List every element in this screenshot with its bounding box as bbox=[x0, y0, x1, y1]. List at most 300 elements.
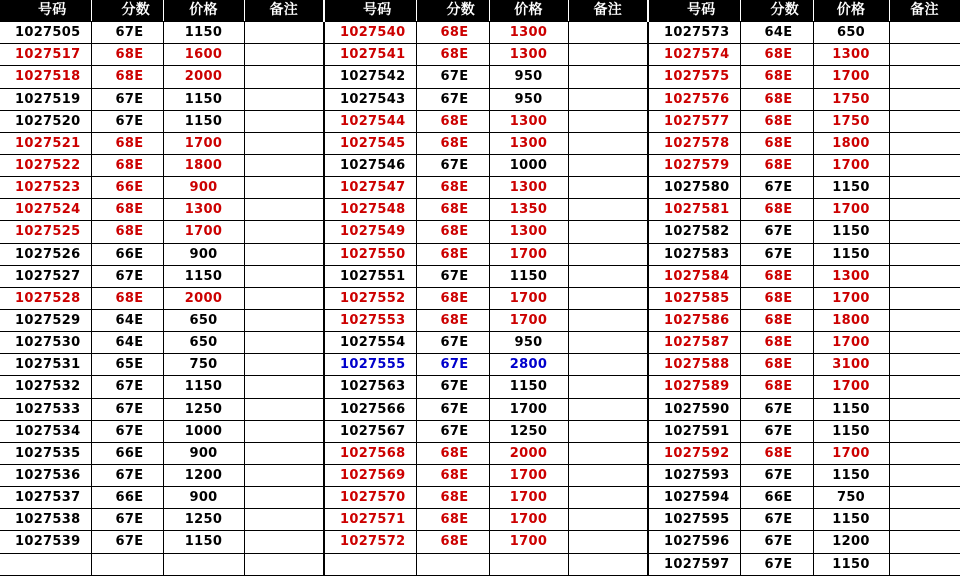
note-cell bbox=[244, 88, 324, 110]
price-cell: 2800 bbox=[489, 354, 568, 376]
number-cell: 1027588 bbox=[648, 354, 740, 376]
price-cell: 750 bbox=[163, 354, 244, 376]
price-cell: 1150 bbox=[163, 88, 244, 110]
note-cell bbox=[889, 509, 960, 531]
note-cell bbox=[244, 509, 324, 531]
grade-cell: 66E bbox=[91, 177, 163, 199]
number-cell: 1027543 bbox=[324, 88, 416, 110]
price-cell: 1250 bbox=[163, 509, 244, 531]
number-cell: 1027591 bbox=[648, 420, 740, 442]
price-cell: 1700 bbox=[489, 309, 568, 331]
note-cell bbox=[244, 464, 324, 486]
note-cell bbox=[244, 398, 324, 420]
number-cell: 1027545 bbox=[324, 132, 416, 154]
table-row bbox=[0, 420, 960, 442]
grade-cell: 67E bbox=[91, 110, 163, 132]
grade-cell: 67E bbox=[91, 22, 163, 44]
number-cell: 1027524 bbox=[0, 199, 91, 221]
grade-cell: 68E bbox=[740, 154, 813, 176]
note-cell bbox=[889, 22, 960, 44]
grade-cell: 68E bbox=[740, 309, 813, 331]
price-cell: 1250 bbox=[489, 420, 568, 442]
table-row bbox=[0, 22, 960, 44]
table-row bbox=[0, 531, 960, 553]
note-cell bbox=[568, 420, 648, 442]
grade-cell: 64E bbox=[91, 309, 163, 331]
price-cell: 1700 bbox=[489, 509, 568, 531]
grade-cell bbox=[416, 553, 489, 575]
price-cell: 1300 bbox=[489, 44, 568, 66]
price-cell: 1700 bbox=[813, 154, 889, 176]
grade-cell: 68E bbox=[416, 110, 489, 132]
price-cell: 1300 bbox=[489, 110, 568, 132]
grade-cell: 66E bbox=[91, 487, 163, 509]
grade-cell: 64E bbox=[740, 22, 813, 44]
note-cell bbox=[568, 265, 648, 287]
grade-cell: 68E bbox=[740, 132, 813, 154]
note-cell bbox=[889, 420, 960, 442]
grade-cell: 68E bbox=[416, 199, 489, 221]
number-cell: 1027593 bbox=[648, 464, 740, 486]
price-cell: 900 bbox=[163, 177, 244, 199]
price-header: 价格 bbox=[813, 0, 889, 22]
grade-cell: 66E bbox=[91, 442, 163, 464]
note-cell bbox=[244, 66, 324, 88]
note-cell bbox=[244, 354, 324, 376]
note-cell bbox=[889, 132, 960, 154]
note-cell bbox=[244, 332, 324, 354]
grade-cell: 67E bbox=[740, 509, 813, 531]
note-header: 备注 bbox=[244, 0, 324, 22]
note-cell bbox=[244, 531, 324, 553]
number-cell: 1027549 bbox=[324, 221, 416, 243]
number-cell: 1027580 bbox=[648, 177, 740, 199]
price-cell: 1150 bbox=[163, 531, 244, 553]
grade-cell: 67E bbox=[91, 88, 163, 110]
price-cell: 1300 bbox=[489, 132, 568, 154]
price-cell: 1150 bbox=[163, 376, 244, 398]
number-cell bbox=[324, 553, 416, 575]
price-cell: 1700 bbox=[489, 243, 568, 265]
note-cell bbox=[568, 287, 648, 309]
number-cell: 1027528 bbox=[0, 287, 91, 309]
note-cell bbox=[889, 487, 960, 509]
note-cell bbox=[889, 154, 960, 176]
number-cell: 1027525 bbox=[0, 221, 91, 243]
price-cell: 950 bbox=[489, 66, 568, 88]
price-cell: 1700 bbox=[489, 487, 568, 509]
grade-cell: 67E bbox=[740, 221, 813, 243]
number-cell: 1027534 bbox=[0, 420, 91, 442]
grade-cell: 68E bbox=[416, 221, 489, 243]
number-cell: 1027583 bbox=[648, 243, 740, 265]
price-cell: 2000 bbox=[489, 442, 568, 464]
price-cell: 1700 bbox=[813, 376, 889, 398]
price-cell: 1700 bbox=[813, 199, 889, 221]
price-cell: 1000 bbox=[489, 154, 568, 176]
note-cell bbox=[889, 376, 960, 398]
note-cell bbox=[244, 221, 324, 243]
number-cell: 1027592 bbox=[648, 442, 740, 464]
number-cell: 1027551 bbox=[324, 265, 416, 287]
number-cell: 1027522 bbox=[0, 154, 91, 176]
number-cell: 1027537 bbox=[0, 487, 91, 509]
number-cell: 1027533 bbox=[0, 398, 91, 420]
price-cell: 950 bbox=[489, 332, 568, 354]
grade-cell: 67E bbox=[740, 243, 813, 265]
number-cell: 1027555 bbox=[324, 354, 416, 376]
price-cell: 1750 bbox=[813, 88, 889, 110]
note-cell bbox=[568, 154, 648, 176]
grade-cell: 68E bbox=[740, 332, 813, 354]
number-cell: 1027548 bbox=[324, 199, 416, 221]
note-cell bbox=[568, 442, 648, 464]
note-cell bbox=[244, 420, 324, 442]
note-cell bbox=[568, 22, 648, 44]
number-cell: 1027589 bbox=[648, 376, 740, 398]
number-cell: 1027542 bbox=[324, 66, 416, 88]
note-cell bbox=[244, 265, 324, 287]
grade-cell: 68E bbox=[91, 221, 163, 243]
grade-cell: 68E bbox=[740, 354, 813, 376]
note-cell bbox=[244, 22, 324, 44]
price-cell: 1800 bbox=[163, 154, 244, 176]
number-cell: 1027553 bbox=[324, 309, 416, 331]
grade-cell: 67E bbox=[91, 420, 163, 442]
number-cell: 1027544 bbox=[324, 110, 416, 132]
price-cell: 1250 bbox=[163, 398, 244, 420]
note-cell bbox=[568, 354, 648, 376]
number-header: 号码 bbox=[0, 0, 91, 22]
number-header: 号码 bbox=[324, 0, 416, 22]
grade-header: 分数 bbox=[740, 0, 813, 22]
number-cell: 1027530 bbox=[0, 332, 91, 354]
price-cell: 1150 bbox=[813, 464, 889, 486]
note-cell bbox=[568, 398, 648, 420]
price-cell: 1300 bbox=[489, 177, 568, 199]
note-cell bbox=[889, 44, 960, 66]
number-cell bbox=[0, 553, 91, 575]
price-cell: 1150 bbox=[163, 110, 244, 132]
note-cell bbox=[889, 332, 960, 354]
price-cell: 1150 bbox=[813, 509, 889, 531]
grade-cell: 68E bbox=[740, 265, 813, 287]
table-row bbox=[0, 309, 960, 331]
grade-cell: 68E bbox=[740, 199, 813, 221]
price-cell: 1300 bbox=[489, 22, 568, 44]
note-cell bbox=[244, 376, 324, 398]
number-cell: 1027566 bbox=[324, 398, 416, 420]
note-cell bbox=[244, 110, 324, 132]
note-cell bbox=[568, 110, 648, 132]
table-row bbox=[0, 332, 960, 354]
note-cell bbox=[244, 44, 324, 66]
price-cell: 900 bbox=[163, 487, 244, 509]
number-cell: 1027571 bbox=[324, 509, 416, 531]
number-cell: 1027518 bbox=[0, 66, 91, 88]
number-cell: 1027554 bbox=[324, 332, 416, 354]
price-cell: 1700 bbox=[489, 398, 568, 420]
number-cell: 1027572 bbox=[324, 531, 416, 553]
grade-cell: 66E bbox=[740, 487, 813, 509]
grade-cell: 68E bbox=[740, 66, 813, 88]
price-cell: 2000 bbox=[163, 66, 244, 88]
note-cell bbox=[568, 44, 648, 66]
number-cell: 1027523 bbox=[0, 177, 91, 199]
note-cell bbox=[568, 221, 648, 243]
price-cell: 1150 bbox=[813, 221, 889, 243]
price-cell: 1800 bbox=[813, 132, 889, 154]
note-cell bbox=[244, 199, 324, 221]
grade-cell: 68E bbox=[740, 376, 813, 398]
price-cell: 1300 bbox=[813, 44, 889, 66]
table-row bbox=[0, 110, 960, 132]
price-cell: 1700 bbox=[813, 287, 889, 309]
price-header: 价格 bbox=[489, 0, 568, 22]
note-cell bbox=[889, 265, 960, 287]
number-cell: 1027541 bbox=[324, 44, 416, 66]
price-cell: 1350 bbox=[489, 199, 568, 221]
price-cell: 650 bbox=[163, 309, 244, 331]
note-cell bbox=[568, 376, 648, 398]
note-cell bbox=[244, 132, 324, 154]
number-cell: 1027520 bbox=[0, 110, 91, 132]
note-cell bbox=[568, 132, 648, 154]
number-cell: 1027590 bbox=[648, 398, 740, 420]
number-cell: 1027582 bbox=[648, 221, 740, 243]
table-row bbox=[0, 354, 960, 376]
grade-cell: 67E bbox=[91, 464, 163, 486]
price-cell: 1150 bbox=[489, 376, 568, 398]
price-cell: 1700 bbox=[489, 287, 568, 309]
table-row bbox=[0, 265, 960, 287]
note-cell bbox=[568, 199, 648, 221]
price-cell: 1700 bbox=[489, 531, 568, 553]
number-cell: 1027527 bbox=[0, 265, 91, 287]
price-cell: 1700 bbox=[163, 132, 244, 154]
note-cell bbox=[889, 354, 960, 376]
grade-cell: 67E bbox=[416, 154, 489, 176]
number-cell: 1027539 bbox=[0, 531, 91, 553]
note-cell bbox=[568, 464, 648, 486]
grade-cell: 68E bbox=[416, 464, 489, 486]
header-row bbox=[0, 0, 960, 22]
number-cell: 1027594 bbox=[648, 487, 740, 509]
note-cell bbox=[889, 553, 960, 575]
number-cell: 1027584 bbox=[648, 265, 740, 287]
note-cell bbox=[568, 332, 648, 354]
grade-cell: 67E bbox=[416, 420, 489, 442]
price-cell: 650 bbox=[163, 332, 244, 354]
number-cell: 1027505 bbox=[0, 22, 91, 44]
grade-cell: 68E bbox=[416, 44, 489, 66]
grade-cell: 67E bbox=[740, 553, 813, 575]
number-cell: 1027519 bbox=[0, 88, 91, 110]
price-cell: 1150 bbox=[813, 177, 889, 199]
price-cell: 1150 bbox=[489, 265, 568, 287]
note-cell bbox=[244, 309, 324, 331]
price-cell: 1150 bbox=[813, 398, 889, 420]
grade-cell: 68E bbox=[91, 154, 163, 176]
price-cell: 1150 bbox=[163, 265, 244, 287]
number-cell: 1027587 bbox=[648, 332, 740, 354]
number-cell: 1027577 bbox=[648, 110, 740, 132]
grade-cell: 67E bbox=[416, 265, 489, 287]
number-cell: 1027574 bbox=[648, 44, 740, 66]
price-cell: 3100 bbox=[813, 354, 889, 376]
number-cell: 1027570 bbox=[324, 487, 416, 509]
grade-cell: 67E bbox=[740, 464, 813, 486]
grade-cell: 67E bbox=[91, 265, 163, 287]
grade-cell: 68E bbox=[416, 177, 489, 199]
price-cell: 900 bbox=[163, 442, 244, 464]
grade-cell: 68E bbox=[740, 442, 813, 464]
price-cell: 1700 bbox=[813, 66, 889, 88]
note-cell bbox=[889, 88, 960, 110]
note-cell bbox=[244, 442, 324, 464]
number-cell: 1027597 bbox=[648, 553, 740, 575]
number-cell: 1027529 bbox=[0, 309, 91, 331]
note-cell bbox=[568, 309, 648, 331]
grade-cell: 66E bbox=[91, 243, 163, 265]
note-cell bbox=[889, 398, 960, 420]
grade-cell: 67E bbox=[416, 332, 489, 354]
number-cell: 1027552 bbox=[324, 287, 416, 309]
note-cell bbox=[568, 177, 648, 199]
number-cell: 1027521 bbox=[0, 132, 91, 154]
grade-cell: 68E bbox=[91, 199, 163, 221]
note-cell bbox=[889, 464, 960, 486]
grade-cell: 68E bbox=[416, 509, 489, 531]
price-cell: 1700 bbox=[163, 221, 244, 243]
number-cell: 1027547 bbox=[324, 177, 416, 199]
table-row bbox=[0, 287, 960, 309]
grade-cell: 68E bbox=[416, 287, 489, 309]
number-cell: 1027536 bbox=[0, 464, 91, 486]
note-cell bbox=[889, 309, 960, 331]
note-cell bbox=[889, 442, 960, 464]
grade-cell: 67E bbox=[416, 398, 489, 420]
table-row bbox=[0, 177, 960, 199]
note-cell bbox=[889, 221, 960, 243]
table-row bbox=[0, 398, 960, 420]
number-cell: 1027567 bbox=[324, 420, 416, 442]
grade-cell: 67E bbox=[416, 376, 489, 398]
grade-cell: 67E bbox=[740, 531, 813, 553]
grade-cell: 68E bbox=[416, 309, 489, 331]
table-row bbox=[0, 487, 960, 509]
number-cell: 1027538 bbox=[0, 509, 91, 531]
number-header: 号码 bbox=[648, 0, 740, 22]
price-header: 价格 bbox=[163, 0, 244, 22]
note-cell bbox=[568, 487, 648, 509]
table-row bbox=[0, 199, 960, 221]
note-cell bbox=[244, 177, 324, 199]
note-cell bbox=[889, 66, 960, 88]
number-cell: 1027563 bbox=[324, 376, 416, 398]
price-cell: 1600 bbox=[163, 44, 244, 66]
price-cell: 1200 bbox=[813, 531, 889, 553]
table-row bbox=[0, 44, 960, 66]
grade-cell: 68E bbox=[416, 243, 489, 265]
grade-cell: 68E bbox=[91, 287, 163, 309]
table-row bbox=[0, 66, 960, 88]
note-cell bbox=[244, 487, 324, 509]
table-row bbox=[0, 132, 960, 154]
grade-cell: 64E bbox=[91, 332, 163, 354]
price-cell: 1150 bbox=[163, 22, 244, 44]
note-cell bbox=[244, 154, 324, 176]
note-cell bbox=[568, 509, 648, 531]
table-row bbox=[0, 88, 960, 110]
note-cell bbox=[244, 287, 324, 309]
grade-header: 分数 bbox=[91, 0, 163, 22]
note-cell bbox=[244, 553, 324, 575]
grade-cell bbox=[91, 553, 163, 575]
number-cell: 1027596 bbox=[648, 531, 740, 553]
number-cell: 1027546 bbox=[324, 154, 416, 176]
price-cell: 1000 bbox=[163, 420, 244, 442]
grade-cell: 68E bbox=[740, 44, 813, 66]
note-cell bbox=[889, 199, 960, 221]
price-cell: 1300 bbox=[163, 199, 244, 221]
table-row bbox=[0, 376, 960, 398]
price-cell: 1200 bbox=[163, 464, 244, 486]
price-cell: 1700 bbox=[489, 464, 568, 486]
price-cell: 900 bbox=[163, 243, 244, 265]
price-cell: 1750 bbox=[813, 110, 889, 132]
grade-cell: 65E bbox=[91, 354, 163, 376]
grade-cell: 68E bbox=[740, 287, 813, 309]
table-row bbox=[0, 154, 960, 176]
number-cell: 1027581 bbox=[648, 199, 740, 221]
grade-cell: 68E bbox=[416, 132, 489, 154]
table-row bbox=[0, 442, 960, 464]
price-cell: 950 bbox=[489, 88, 568, 110]
price-cell bbox=[163, 553, 244, 575]
note-header: 备注 bbox=[889, 0, 960, 22]
note-cell bbox=[568, 66, 648, 88]
price-cell: 650 bbox=[813, 22, 889, 44]
number-cell: 1027578 bbox=[648, 132, 740, 154]
grade-cell: 67E bbox=[416, 354, 489, 376]
table-row bbox=[0, 243, 960, 265]
grade-cell: 67E bbox=[91, 531, 163, 553]
grade-cell: 68E bbox=[416, 487, 489, 509]
price-cell bbox=[489, 553, 568, 575]
grade-cell: 67E bbox=[740, 398, 813, 420]
grade-cell: 68E bbox=[91, 132, 163, 154]
grade-cell: 68E bbox=[91, 44, 163, 66]
grade-cell: 68E bbox=[740, 88, 813, 110]
number-cell: 1027575 bbox=[648, 66, 740, 88]
note-cell bbox=[889, 110, 960, 132]
number-cell: 1027595 bbox=[648, 509, 740, 531]
grade-cell: 67E bbox=[740, 177, 813, 199]
number-cell: 1027535 bbox=[0, 442, 91, 464]
note-cell bbox=[568, 88, 648, 110]
grade-cell: 67E bbox=[91, 509, 163, 531]
note-cell bbox=[889, 243, 960, 265]
number-cell: 1027573 bbox=[648, 22, 740, 44]
number-cell: 1027586 bbox=[648, 309, 740, 331]
grade-cell: 68E bbox=[740, 110, 813, 132]
number-cell: 1027585 bbox=[648, 287, 740, 309]
grade-cell: 67E bbox=[740, 420, 813, 442]
grade-cell: 67E bbox=[416, 66, 489, 88]
note-cell bbox=[889, 531, 960, 553]
price-cell: 1300 bbox=[489, 221, 568, 243]
